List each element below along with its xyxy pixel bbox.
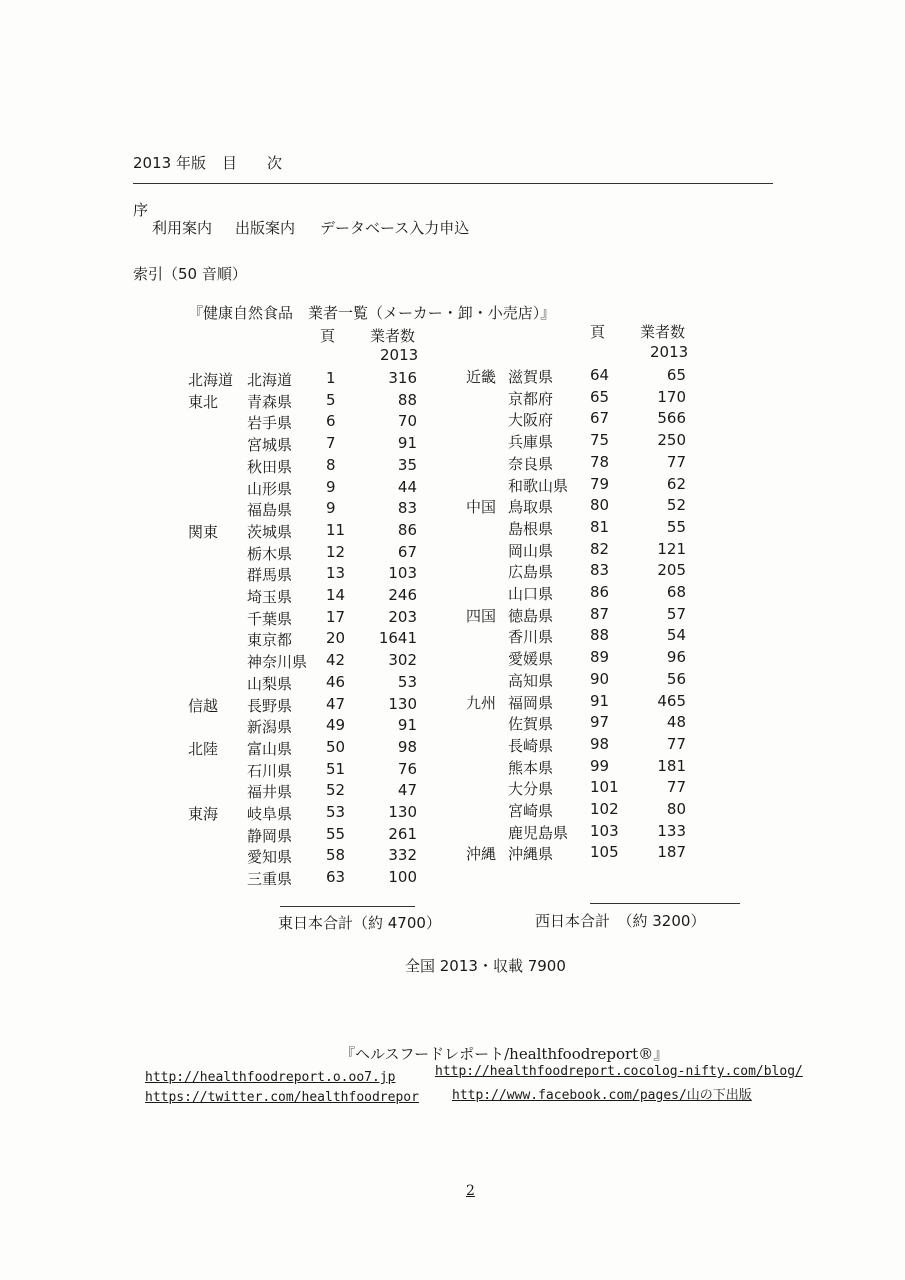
page-number-cell: 46 [326, 672, 346, 691]
vendor-count-cell: 86 [397, 520, 417, 539]
header-rule [133, 183, 773, 184]
vendor-count-cell: 205 [657, 561, 686, 580]
page-number-cell: 47 [326, 694, 346, 713]
right-count-header: 業者数 [640, 323, 686, 341]
vendor-count-cell: 100 [388, 868, 417, 887]
prefecture-name: 宮崎県 [508, 802, 554, 820]
vendor-count-cell: 465 [657, 691, 686, 710]
page-number-cell: 64 [590, 366, 610, 384]
page-number-cell: 89 [590, 648, 610, 667]
region-label: 沖縄 [466, 845, 497, 864]
prefecture-name: 栃木県 [247, 544, 293, 563]
brand-name: 『ヘルスフードレポート/healthfoodreport®』 [340, 1045, 669, 1063]
vendor-count-cell: 88 [397, 390, 417, 409]
region-label: 東北 [188, 392, 219, 411]
prefecture-name: 鹿児島県 [508, 823, 569, 842]
page-number-cell: 42 [326, 651, 346, 670]
page-number-cell: 78 [590, 452, 610, 471]
vendor-count-cell: 103 [388, 564, 417, 583]
page-number-cell: 52 [326, 781, 346, 800]
west-total-rule [590, 903, 740, 904]
page-number-cell: 9 [326, 477, 336, 496]
vendor-count-cell: 1641 [378, 629, 417, 648]
prefecture-name: 静岡県 [247, 826, 293, 845]
vendor-count-cell: 566 [657, 409, 686, 428]
vendor-count-cell: 98 [397, 737, 417, 756]
page-number-cell: 51 [326, 759, 346, 778]
page-number-cell: 75 [590, 431, 610, 450]
prefecture-name: 山口県 [508, 585, 554, 603]
prefecture-name: 兵庫県 [508, 433, 554, 452]
page-number: 2 [466, 1183, 475, 1199]
page-number-cell: 5 [326, 390, 336, 409]
link-blog[interactable]: http://healthfoodreport.cocolog-nifty.com/blog/ [435, 1064, 803, 1079]
page-number-cell: 79 [590, 474, 610, 493]
page-number-cell: 63 [326, 868, 346, 887]
page-number-cell: 103 [590, 821, 619, 840]
section-publishing: 出版案内 [235, 219, 296, 237]
vendor-count-cell: 203 [388, 607, 417, 626]
page-number-cell: 86 [590, 583, 610, 601]
prefecture-name: 徳島県 [508, 606, 554, 625]
vendor-count-cell: 261 [388, 824, 417, 843]
prefecture-name: 山梨県 [247, 674, 293, 693]
region-label: 中国 [466, 498, 497, 517]
prefecture-name: 京都府 [508, 389, 554, 408]
prefecture-name: 宮城県 [247, 436, 293, 455]
vendor-count-cell: 76 [397, 759, 417, 778]
left-count-header: 業者数 [370, 327, 416, 345]
vendor-count-cell: 91 [397, 716, 417, 735]
region-label: 北陸 [188, 739, 219, 758]
prefecture-name: 富山県 [247, 739, 293, 758]
vendor-count-cell: 121 [657, 539, 686, 558]
link-twitter[interactable]: https://twitter.com/healthfoodrepor [145, 1090, 419, 1105]
prefecture-name: 島根県 [508, 519, 554, 538]
vendor-count-cell: 250 [657, 431, 686, 450]
prefecture-name: 長崎県 [508, 736, 554, 755]
prefecture-name: 岩手県 [247, 414, 293, 433]
prefecture-name: 佐賀県 [508, 715, 554, 734]
east-total: 東日本合計（約 4700） [278, 914, 441, 932]
vendor-count-cell: 83 [397, 499, 417, 518]
vendor-count-cell: 48 [666, 713, 686, 732]
page-number-cell: 98 [590, 734, 610, 753]
page-number-cell: 101 [590, 778, 619, 797]
prefecture-name: 東京都 [247, 631, 293, 650]
page-number-cell: 7 [326, 434, 336, 453]
page-number-cell: 14 [326, 586, 346, 604]
vendor-count-cell: 332 [388, 846, 417, 865]
page-number-cell: 81 [590, 517, 610, 536]
vendor-count-cell: 316 [388, 369, 417, 387]
prefecture-name: 福島県 [247, 501, 293, 520]
page-number-cell: 8 [326, 455, 336, 474]
page-number-cell: 88 [590, 626, 610, 645]
page-number-cell: 105 [590, 843, 619, 862]
page-number-cell: 55 [326, 824, 346, 843]
page-number-cell: 53 [326, 803, 346, 821]
vendor-count-cell: 77 [666, 734, 686, 753]
prefecture-name: 滋賀県 [508, 368, 554, 386]
page-number-cell: 11 [326, 520, 346, 539]
link-facebook[interactable]: http://www.facebook.com/pages/山の下出版 [452, 1088, 752, 1103]
vendor-count-cell: 62 [666, 474, 686, 493]
vendor-count-cell: 67 [397, 542, 417, 561]
link-homepage[interactable]: http://healthfoodreport.o.oo7.jp [145, 1070, 396, 1085]
page-number-cell: 12 [326, 542, 346, 561]
vendor-count-cell: 96 [666, 648, 686, 667]
page-number-cell: 82 [590, 539, 610, 558]
prefecture-name: 鳥取県 [508, 498, 554, 517]
index-label: 索引（50 音順） [133, 265, 247, 283]
prefecture-name: 埼玉県 [247, 588, 293, 606]
left-page-header: 頁 [320, 327, 336, 345]
prefecture-name: 福岡県 [508, 693, 554, 712]
vendor-count-cell: 56 [666, 669, 686, 688]
page-number-cell: 83 [590, 561, 610, 580]
prefecture-name: 茨城県 [247, 522, 293, 541]
vendor-count-cell: 52 [666, 496, 686, 515]
page-number-cell: 1 [326, 369, 336, 387]
preface-label: 序 [133, 201, 149, 219]
vendor-count-cell: 57 [666, 604, 686, 623]
vendor-count-cell: 65 [666, 366, 686, 384]
prefecture-name: 長野県 [247, 696, 293, 715]
prefecture-name: 山形県 [247, 479, 293, 498]
prefecture-name: 岡山県 [508, 541, 554, 560]
page-number-cell: 13 [326, 564, 346, 583]
vendor-count-cell: 54 [666, 626, 686, 645]
west-total: 西日本合計 （約 3200） [535, 912, 706, 930]
prefecture-name: 広島県 [508, 563, 554, 582]
vendor-count-cell: 246 [388, 586, 417, 604]
vendor-count-cell: 55 [666, 517, 686, 536]
page-number-cell: 50 [326, 737, 346, 756]
page-number-cell: 91 [590, 691, 610, 710]
vendor-count-cell: 53 [397, 672, 417, 691]
prefecture-name: 石川県 [247, 761, 293, 780]
vendor-count-cell: 68 [666, 583, 686, 601]
vendor-count-cell: 302 [388, 651, 417, 670]
page-number-cell: 17 [326, 607, 346, 626]
prefecture-name: 高知県 [508, 671, 554, 690]
section-database: データベース入力申込 [320, 219, 470, 237]
prefecture-name: 大分県 [508, 780, 554, 799]
vendor-count-cell: 133 [657, 821, 686, 840]
vendor-count-cell: 44 [397, 477, 417, 496]
vendor-count-cell: 130 [388, 694, 417, 713]
prefecture-name: 北海道 [247, 371, 293, 389]
region-label: 北海道 [188, 371, 234, 389]
region-label: 関東 [188, 522, 219, 541]
prefecture-name: 三重県 [247, 870, 293, 889]
right-page-header: 頁 [590, 323, 606, 341]
vendor-count-cell: 181 [657, 756, 686, 775]
prefecture-name: 熊本県 [508, 758, 554, 777]
page-number-cell: 49 [326, 716, 346, 735]
page-number-cell: 20 [326, 629, 346, 648]
prefecture-name: 沖縄県 [508, 845, 554, 864]
section-usage: 利用案内 [152, 219, 213, 237]
left-year-header: 2013 [380, 346, 419, 364]
page-number-cell: 9 [326, 499, 336, 518]
prefecture-name: 愛媛県 [508, 650, 554, 669]
prefecture-name: 神奈川県 [247, 653, 308, 672]
page-number-cell: 97 [590, 713, 610, 732]
page-number-cell: 80 [590, 496, 610, 515]
prefecture-name: 群馬県 [247, 566, 293, 585]
page-number-cell: 67 [590, 409, 610, 428]
page-number-cell: 99 [590, 756, 610, 775]
vendor-count-cell: 77 [666, 778, 686, 797]
region-label: 信越 [188, 696, 219, 715]
vendor-count-cell: 170 [657, 387, 686, 406]
vendor-count-cell: 47 [397, 781, 417, 800]
region-label: 九州 [466, 693, 497, 712]
prefecture-name: 青森県 [247, 392, 293, 411]
prefecture-name: 和歌山県 [508, 476, 569, 495]
list-title: 『健康自然食品 業者一覧（メーカー・卸・小売店）』 [188, 304, 556, 322]
page-number-cell: 87 [590, 604, 610, 623]
region-label: 東海 [188, 805, 219, 823]
national-total: 全国 2013・収載 7900 [405, 957, 566, 975]
vendor-count-cell: 130 [388, 803, 417, 821]
edition-year: 2013 年版 [133, 154, 206, 172]
prefecture-name: 千葉県 [247, 609, 293, 628]
prefecture-name: 新潟県 [247, 718, 293, 737]
prefecture-name: 秋田県 [247, 457, 293, 476]
vendor-count-cell: 35 [397, 455, 417, 474]
page-number-cell: 102 [590, 800, 619, 818]
page-number-cell: 6 [326, 412, 336, 431]
vendor-count-cell: 91 [397, 434, 417, 453]
page-number-cell: 58 [326, 846, 346, 865]
region-label: 四国 [466, 606, 497, 625]
prefecture-name: 愛知県 [247, 848, 293, 867]
prefecture-name: 香川県 [508, 628, 554, 647]
page-number-cell: 65 [590, 387, 610, 406]
prefecture-name: 福井県 [247, 783, 293, 802]
vendor-count-cell: 187 [657, 843, 686, 862]
prefecture-name: 岐阜県 [247, 805, 293, 823]
right-year-header: 2013 [650, 343, 689, 361]
vendor-count-cell: 80 [666, 800, 686, 818]
contents-heading: 目 次 [222, 154, 283, 172]
vendor-count-cell: 70 [397, 412, 417, 431]
region-label: 近畿 [466, 368, 497, 386]
prefecture-name: 大阪府 [508, 411, 554, 430]
east-total-rule [280, 906, 415, 907]
page-number-cell: 90 [590, 669, 610, 688]
vendor-count-cell: 77 [666, 452, 686, 471]
prefecture-name: 奈良県 [508, 454, 554, 473]
